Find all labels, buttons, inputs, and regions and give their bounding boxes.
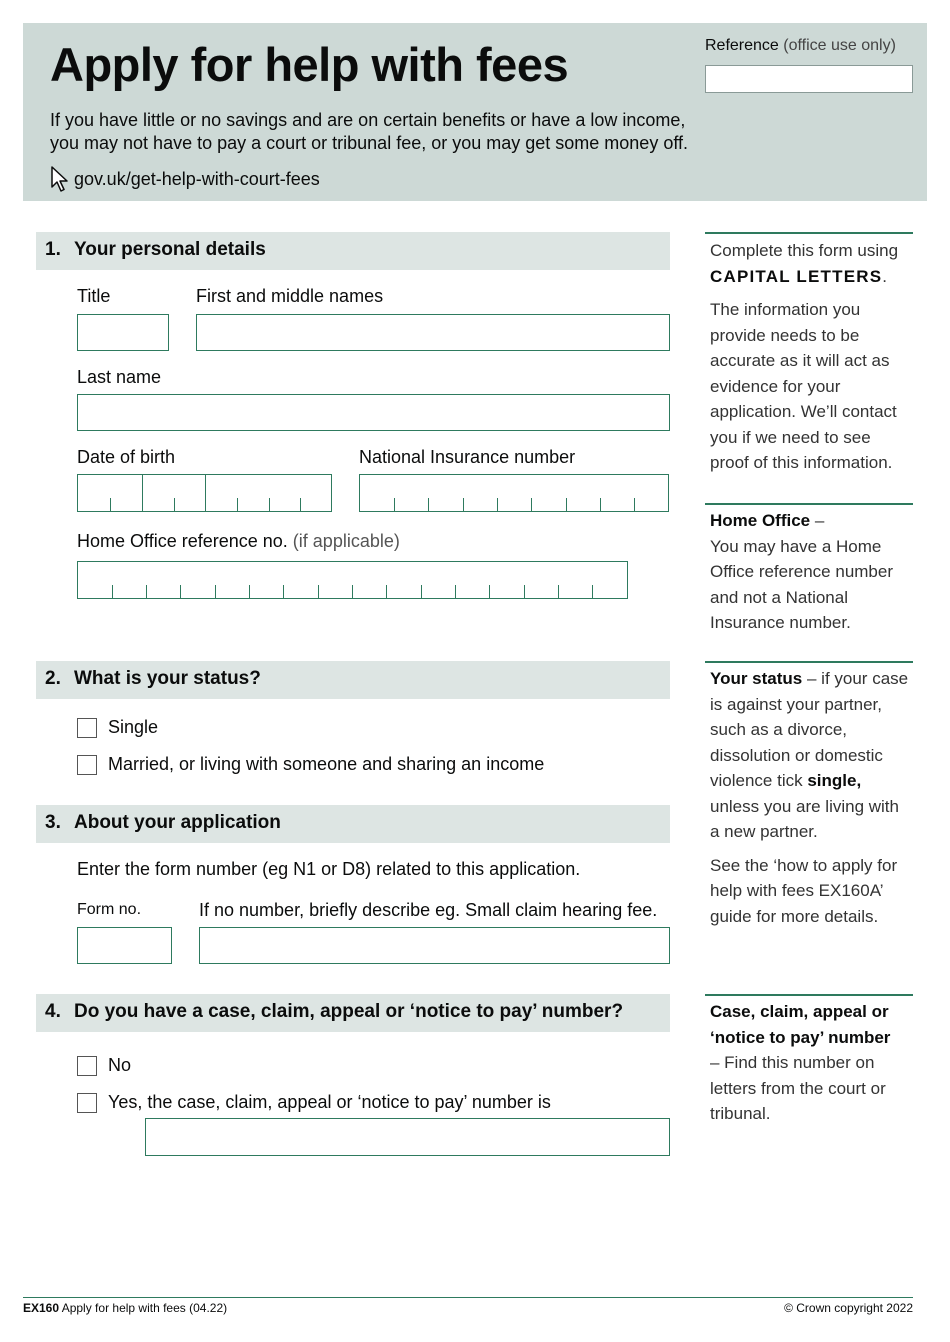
section-4-title: Do you have a case, claim, appeal or ‘notice to pay’ number? (74, 1001, 624, 1022)
case-yes-label: Yes, the case, claim, appeal or ‘notice to pay’ number is (108, 1092, 551, 1112)
reference-label (705, 37, 896, 55)
form-no-field[interactable] (77, 927, 172, 964)
case-number-field[interactable] (145, 1118, 670, 1156)
home-office-label-text: Home Office reference no. (77, 531, 288, 551)
sidebar-rule-1 (705, 232, 913, 234)
case-note-text (705, 999, 913, 1127)
footer-form-code (23, 1301, 227, 1315)
dob-field[interactable] (77, 474, 332, 512)
page-title: Apply for help with fees (50, 38, 569, 91)
footer-rule (23, 1297, 913, 1298)
reference-label-text: Reference (705, 37, 779, 54)
form-code-text: Apply for help with fees (04.22) (61, 1301, 228, 1315)
sidebar-case-note (705, 999, 913, 1127)
help-link[interactable]: gov.uk/get-help-with-court-fees (74, 168, 320, 189)
section-1-header (36, 232, 670, 270)
home-office-ref-field[interactable] (77, 561, 628, 599)
complete-note (705, 238, 913, 289)
cursor-icon (50, 166, 70, 192)
title-field[interactable] (77, 314, 169, 351)
status-single-label: Single (108, 717, 159, 737)
case-note-body: – Find this number on letters from the court or tribunal. (710, 1053, 886, 1123)
intro-text: If you have little or no savings and are on certain benefits or have a low income, you may not have to pay a court or tribunal fee, or you may get some money off. (50, 110, 689, 153)
case-note-title: Case, claim, appeal or ‘notice to pay’ number (710, 1002, 891, 1047)
section-1-number: 1. (45, 239, 61, 260)
complete-note-end: . (882, 266, 887, 286)
section-4-number: 4. (45, 1001, 61, 1022)
ni-label: National Insurance number (359, 447, 576, 467)
describe-field[interactable] (199, 927, 670, 964)
last-name-field[interactable] (77, 394, 670, 431)
capital-letters-text: CAPITAL LETTERS (710, 266, 883, 286)
accuracy-note: The information you provide needs to be accurate as it will act as evidence for your application. We’ll contact you if we need to see proof of this information. (710, 300, 897, 472)
status-married-label: Married, or living with someone and sharing an income (108, 754, 545, 774)
home-office-note-title: Home Office (710, 511, 811, 530)
case-yes-checkbox[interactable] (77, 1093, 97, 1113)
reference-note: (office use only) (783, 37, 896, 54)
home-office-label (77, 531, 400, 552)
status-note-text: Your status – if your case is against your partner, such as a divorce, dissolution or domestic violence tick single, unless you are living with a new partner. (710, 669, 909, 841)
form-no-label: Form no. (77, 901, 142, 918)
sidebar-status-note (705, 666, 913, 929)
status-note-title: Your status (710, 669, 803, 688)
title-label: Title (77, 286, 111, 306)
describe-label: If no number, briefly describe eg. Small claim hearing fee. (199, 900, 658, 920)
ni-number-field[interactable] (359, 474, 669, 512)
sidebar-rule-4 (705, 994, 913, 996)
section-3-title: About your application (74, 812, 281, 833)
home-office-note-body: You may have a Home Office reference number and not a National Insurance number. (710, 536, 893, 632)
sidebar-rule-3 (705, 661, 913, 663)
form-number-instruction: Enter the form number (eg N1 or D8) related to this application. (77, 859, 581, 879)
section-3-header (36, 805, 670, 843)
header-banner (23, 23, 927, 201)
sidebar-capitals-note (705, 238, 913, 476)
first-names-label: First and middle names (196, 286, 384, 306)
section-2-header (36, 661, 670, 699)
guide-note: See the ‘how to apply for help with fees EX160A’ guide for more details. (710, 855, 898, 926)
complete-note-text: Complete this form using (710, 241, 899, 260)
case-no-checkbox[interactable] (77, 1056, 97, 1076)
last-name-label: Last name (77, 367, 162, 387)
home-office-note-text: Home Office – You may have a Home Office reference number and not a National Insurance number. (710, 511, 893, 632)
section-4-header (36, 994, 670, 1032)
first-names-field[interactable] (196, 314, 670, 351)
status-married-checkbox[interactable] (77, 755, 97, 775)
status-note-body-2: unless you are living with a new partner. (710, 796, 899, 841)
dob-label: Date of birth (77, 447, 176, 467)
section-1-title: Your personal details (74, 239, 266, 260)
case-no-label: No (108, 1055, 132, 1075)
help-link-row[interactable] (50, 166, 320, 192)
sidebar-home-office-note (705, 508, 913, 636)
reference-field[interactable] (705, 65, 913, 93)
status-note-body-1: if your case is against your partner, such as a divorce, dissolution or domestic violence tick (710, 669, 909, 790)
footer-copyright: © Crown copyright 2022 (784, 1301, 913, 1315)
home-office-note: (if applicable) (292, 531, 400, 551)
section-2-title: What is your status? (74, 668, 261, 689)
status-note-bold: single, (807, 771, 862, 790)
status-single-checkbox[interactable] (77, 718, 97, 738)
sidebar-rule-2 (705, 503, 913, 505)
form-code: EX160 (23, 1301, 60, 1315)
section-2-number: 2. (45, 668, 61, 689)
section-3-number: 3. (45, 812, 61, 833)
